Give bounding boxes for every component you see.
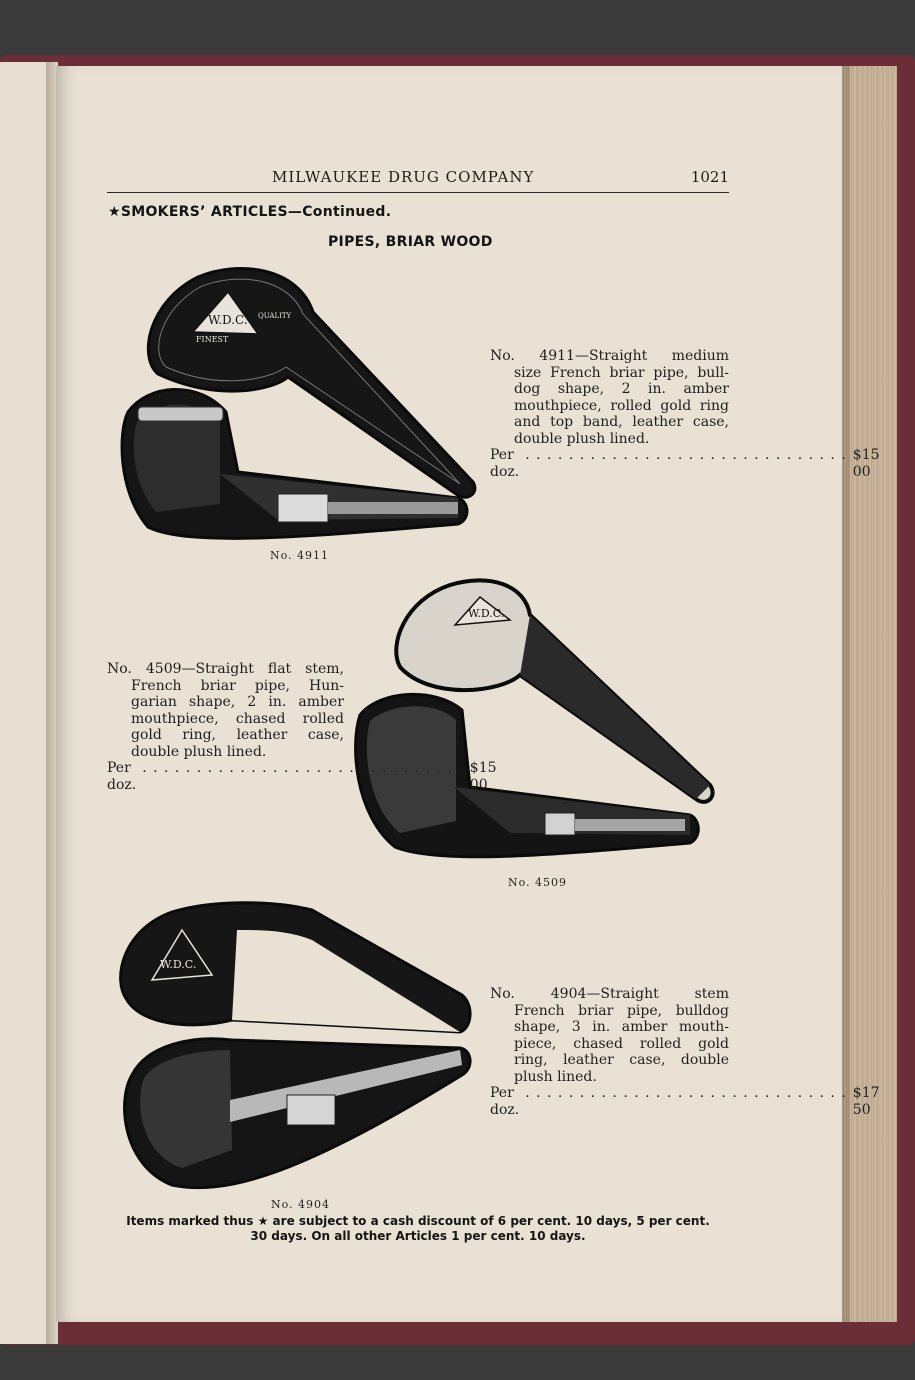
subsection-title: PIPES, BRIAR WOOD: [328, 234, 493, 250]
description-4911-line1: No. 4911—Straight medium: [490, 348, 729, 364]
pipe-case-illustration-4509: [350, 575, 722, 865]
footnote-line1: Items marked thus ★ are subject to a cash discount of 6 per cent. 10 days, 5 per cent.: [126, 1214, 710, 1228]
price-line-4911: [490, 447, 880, 480]
svg-text:W.D.C.: W.D.C.: [160, 958, 197, 971]
page-number: 1021: [690, 168, 729, 186]
page-edges: [842, 66, 897, 1322]
price-label-4904: Per doz.: [490, 1085, 520, 1118]
description-4904-line1: No. 4904—Straight stem: [490, 986, 729, 1002]
pipe-case-4904-base: [125, 1039, 471, 1188]
description-4509: [107, 661, 497, 793]
price-line-4904: [490, 1085, 880, 1118]
discount-footnote: [100, 1214, 736, 1244]
price-leader-dots: . . . . . . . . . . . . . . . . . . . . . . . . . . . . . .: [525, 447, 847, 463]
description-4904-body: French briar pipe, bulldog shape, 3 in. amber mouth-piece, chased rolled gold ring, leather case, double plush lined.: [514, 1002, 729, 1085]
running-head: [107, 168, 729, 190]
description-4911-body: size French briar pipe, bull-dog shape, 2 in. amber mouthpiece, rolled gold ring and top band, leather case, double plush lined.: [514, 364, 729, 447]
emblem-right-word: QUALITY: [258, 312, 292, 320]
price-label-4911: Per doz.: [490, 447, 520, 480]
footnote-line2: 30 days. On all other Articles 1 per cent. 10 days.: [250, 1229, 586, 1243]
description-4904: [490, 986, 880, 1118]
price-label-4509: Per doz.: [107, 760, 137, 793]
previous-page-edge: [0, 62, 52, 1344]
caption-4509: No. 4509: [508, 876, 568, 889]
emblem-left-word: FINEST: [196, 335, 229, 344]
price-4911: $15 00: [852, 447, 880, 480]
description-4509-body: French briar pipe, Hun-garian shape, 2 in. amber mouthpiece, chased rolled gold ring, leather case, double plush lined.: [131, 677, 344, 760]
header-rule: [107, 192, 729, 193]
price-leader-dots: . . . . . . . . . . . . . . . . . . . . . . . . . . . . . .: [525, 1085, 847, 1101]
description-4509-line1: No. 4509—Straight flat stem,: [107, 661, 344, 677]
description-4911: [490, 348, 880, 480]
page-edge-shadow: [842, 66, 850, 1322]
emblem-monogram: W.D.C.: [208, 313, 248, 327]
price-4904: $17 50: [852, 1085, 880, 1118]
price-line-4509: [107, 760, 497, 793]
caption-4904: No. 4904: [271, 1198, 331, 1211]
price-leader-dots: . . . . . . . . . . . . . . . . . . . . . . . . . . . . . .: [142, 760, 464, 776]
price-4509: $15 00: [469, 760, 497, 793]
section-title: ★SMOKERS’ ARTICLES—Continued.: [108, 204, 392, 220]
svg-text:W.D.C.: W.D.C.: [468, 607, 505, 620]
company-name: MILWAUKEE DRUG COMPANY: [272, 168, 535, 186]
pipe-case-illustration-4904: [112, 900, 477, 1195]
pipe-case-illustration-4911: [108, 262, 483, 552]
caption-4911: No. 4911: [270, 549, 330, 562]
